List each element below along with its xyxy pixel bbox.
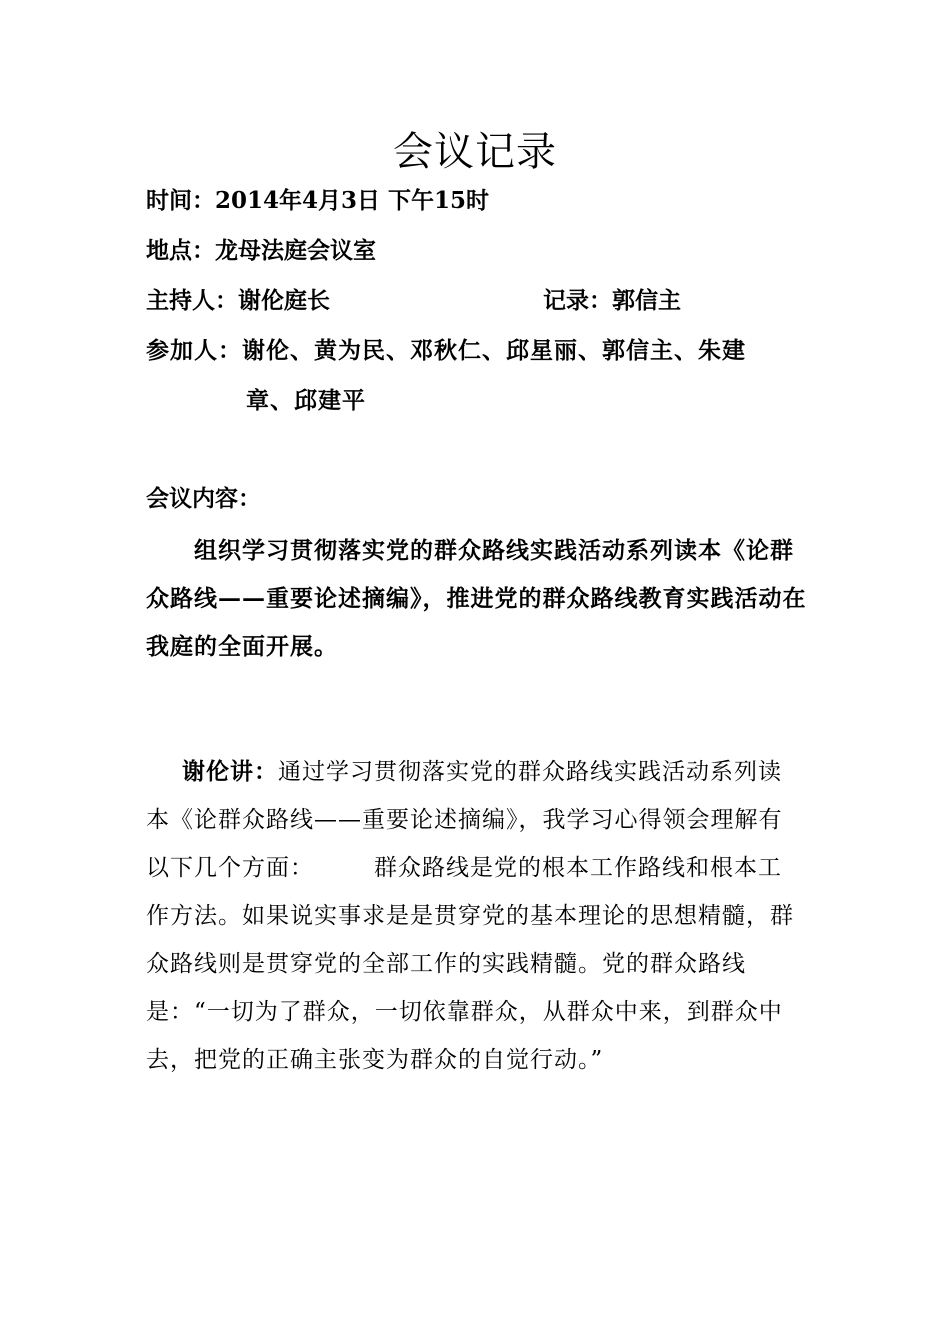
- content-heading: 会议内容：: [146, 485, 261, 512]
- participants-line-1: 参加人：谢伦、黄为民、邓秋仁、邱星丽、郭信主、朱建: [146, 337, 746, 364]
- meeting-place: 地点：龙母法庭会议室: [146, 237, 376, 264]
- document-title: 会议记录: [393, 129, 557, 175]
- meeting-host: 主持人：谢伦庭长: [146, 287, 330, 314]
- meeting-recorder: 记录：郭信主: [543, 287, 681, 314]
- participants-line-2: 章、邱建平: [246, 387, 366, 414]
- content-paragraph: 组织学习贯彻落实党的群众路线实践活动系列读本《论群众路线——重要论述摘编》，推进党的群众路线教育实践活动在我庭的全面开展。: [146, 537, 807, 660]
- meeting-time: 时间：2014年4月3日 下午15时: [146, 187, 490, 214]
- speech-part-1: 通过学习贯彻落实党的群众路线实践活动系列读本《论群众路线——重要论述摘编》，我学习心得领会理解有以下几个方面：: [146, 759, 783, 881]
- speech-speaker: 谢伦讲：: [182, 758, 278, 785]
- speech-part-2: 群众路线是党的根本工作路线和根本工作方法。如果说实事求是是贯穿党的基本理论的思想精髓，群众路线则是贯穿党的全部工作的实践精髓。党的群众路线是：“一切为了群众，一切依靠群众，从群众中来，到群众中去，把党的正确主张变为群众的自觉行动。”: [146, 855, 794, 1073]
- speech-paragraph: [146, 748, 796, 1084]
